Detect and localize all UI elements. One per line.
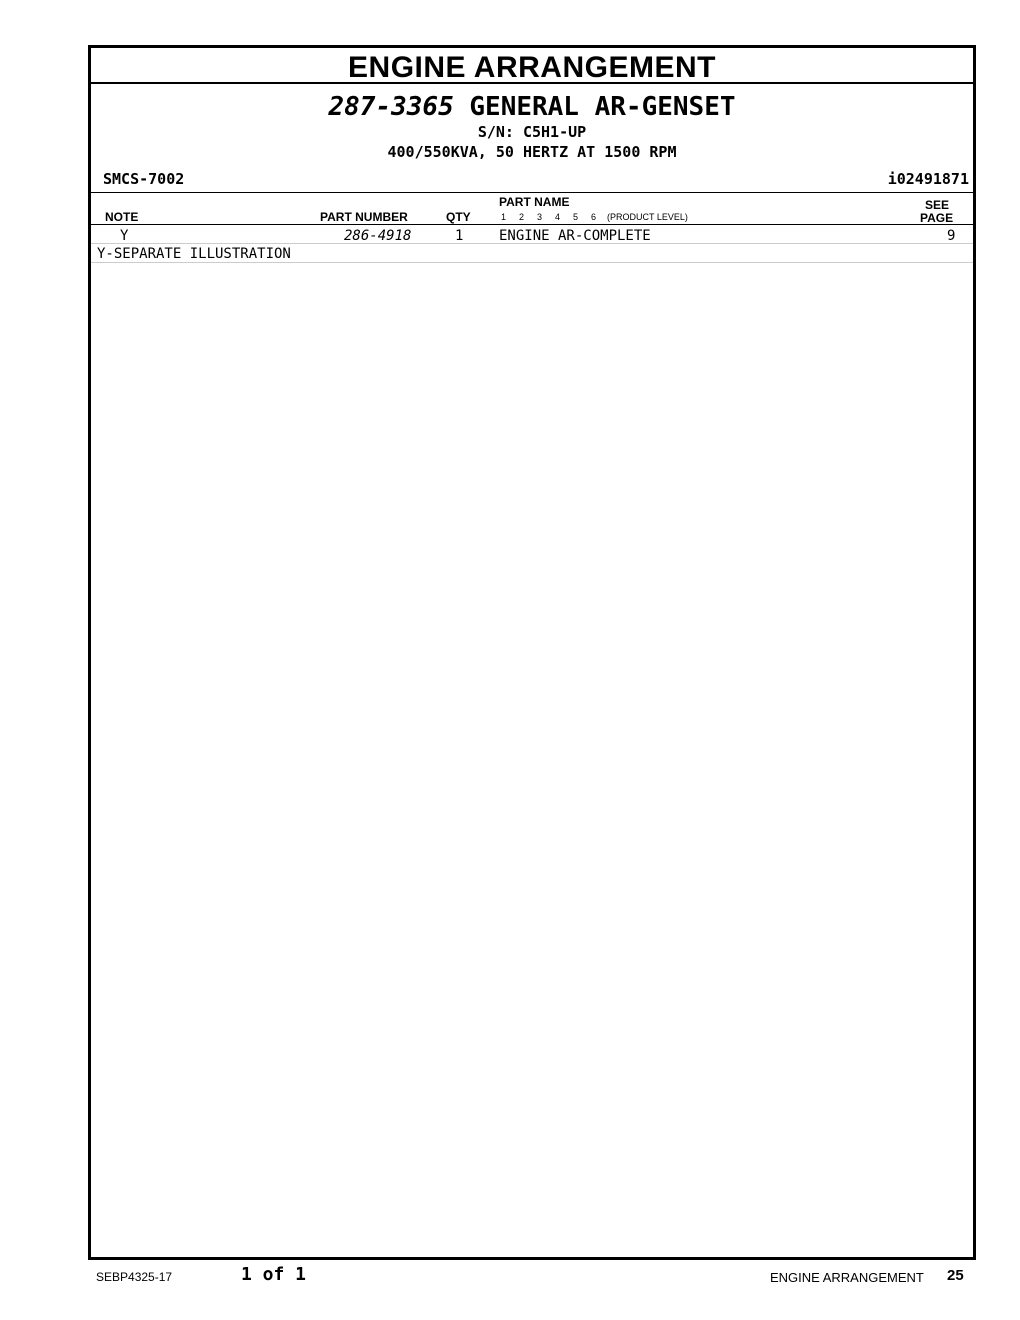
row-note: Y <box>120 228 129 244</box>
product-level-label: (PRODUCT LEVEL) <box>607 212 688 222</box>
document-id: i02491871 <box>887 170 969 188</box>
product-level-1: 1 <box>501 212 507 222</box>
row-part-name: ENGINE AR-COMPLETE <box>499 228 651 244</box>
col-note: NOTE <box>105 210 139 224</box>
arrangement-part-number: 287-3365 <box>328 92 454 122</box>
col-see: SEE <box>925 198 950 212</box>
product-level-6: 6 <box>591 212 597 222</box>
page-title: ENGINE ARRANGEMENT <box>91 48 973 84</box>
page-number: 25 <box>947 1267 964 1284</box>
row-part-number: 286-4918 <box>344 228 412 244</box>
page-of: 1 of 1 <box>241 1264 307 1285</box>
product-level-4: 4 <box>555 212 561 222</box>
row-see-page: 9 <box>947 228 956 244</box>
footnote: Y-SEPARATE ILLUSTRATION <box>97 246 291 262</box>
footer-section: ENGINE ARRANGEMENT <box>770 1270 924 1285</box>
header-divider <box>91 192 973 193</box>
arrangement-heading <box>91 92 973 122</box>
smcs-code: SMCS-7002 <box>103 170 185 188</box>
product-level-3: 3 <box>537 212 543 222</box>
col-part-number: PART NUMBER <box>320 210 408 224</box>
col-part-name: PART NAME <box>499 195 570 209</box>
publication-number: SEBP4325-17 <box>96 1270 173 1284</box>
arrangement-name: GENERAL AR-GENSET <box>469 92 736 122</box>
row-rule <box>91 243 973 244</box>
row-qty: 1 <box>455 228 464 244</box>
serial-number: S/N: C5H1-UP <box>477 123 587 141</box>
rating: 400/550KVA, 50 HERTZ AT 1500 RPM <box>387 143 677 161</box>
page-frame <box>88 45 976 1260</box>
footnote-rule <box>91 262 973 263</box>
column-header-rule <box>91 224 973 225</box>
col-page: PAGE <box>920 211 954 225</box>
product-level-5: 5 <box>573 212 579 222</box>
col-qty: QTY <box>446 210 471 224</box>
product-level-2: 2 <box>519 212 525 222</box>
